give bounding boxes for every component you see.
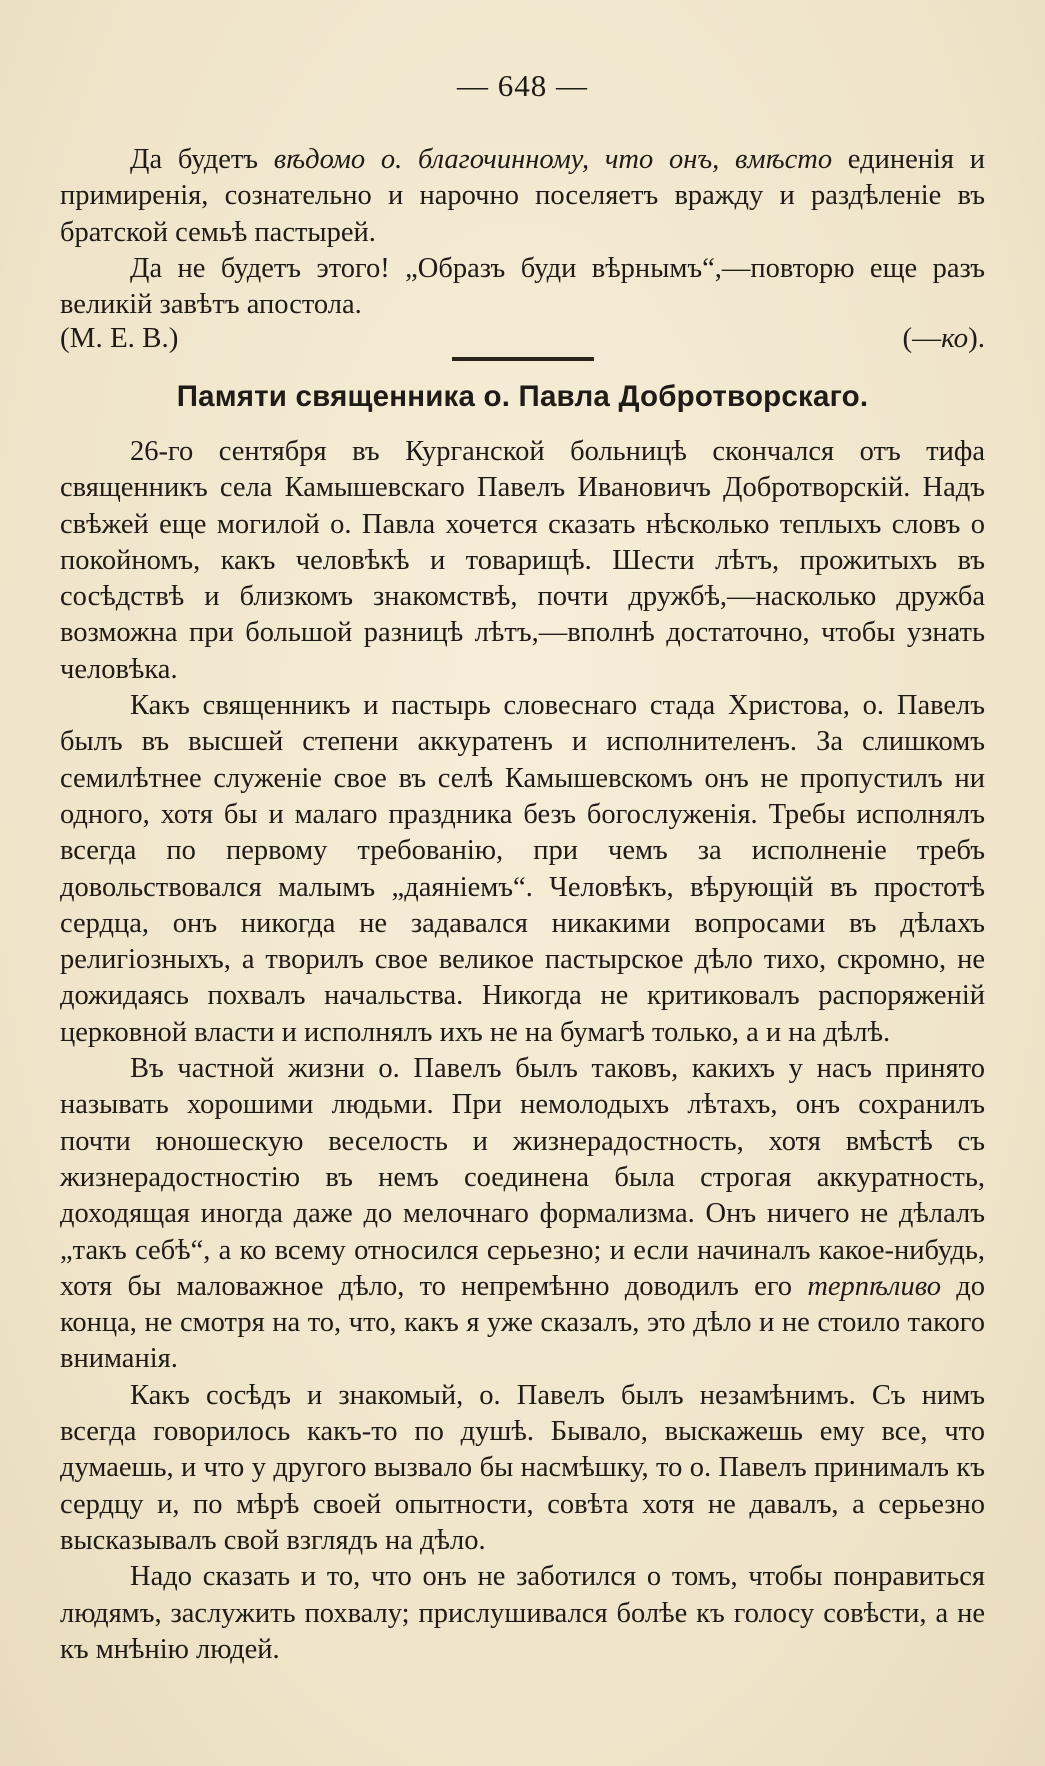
paragraph	[60, 142, 985, 251]
italic-text: вѣдомо о. благочинному, что онъ, вмѣсто	[273, 144, 833, 175]
signature-line	[60, 322, 985, 362]
paragraph: Какъ священникъ и пастырь словеснаго стада Христова, о. Павелъ былъ въ высшей степени аккуратенъ и исполнителенъ. За слишкомъ семилѣтнее служеніе свое въ селѣ Камышевскомъ онъ не пропустилъ ни одного, хотя бы и малаго праздника безъ богослуженія. Требы исполнялъ всегда по первому требованію, при чемъ за исполненіе требъ довольствовался малымъ „даяніемъ“. Человѣкъ, вѣрующій въ простотѣ сердца, онъ никогда не задавался никакими вопросами въ дѣлахъ религіозныхъ, а творилъ свое великое пастырское дѣло тихо, скромно, не дожидаясь похвалъ начальства. Никогда не критиковалъ распоряженій церковной власти и исполнялъ ихъ не на бумагѣ только, а и на дѣлѣ.	[60, 690, 985, 1048]
paragraph: Надо сказать и то, что онъ не заботился о томъ, чтобы понравиться людямъ, заслужить похвалу; прислушивался болѣе къ голосу совѣсти, а не къ мнѣнію людей.	[60, 1561, 985, 1665]
page-number: — 648 —	[457, 68, 588, 103]
article-heading: Памяти священника о. Павла Добротворскаго.	[176, 380, 869, 413]
italic-text: ко	[941, 322, 969, 354]
article-body	[60, 434, 985, 1668]
text-run: Въ частной жизни о. Павелъ былъ таковъ, какихъ у насъ принято называть хорошими людьми. При немолодыхъ лѣтахъ, онъ сохранилъ почти юношескую веселость и жизнерадостность, хотя вмѣстѣ съ жизнерадостностію въ немъ соединена была строгая аккуратность, доходящая иногда даже до мелочнаго формализма. Онъ ничего не дѣлалъ „такъ себѣ“, а ко всему относился серьезно; и если начиналъ какое-нибудь, хотя бы маловажное дѣло, то непремѣнно доводилъ его	[60, 1053, 985, 1302]
italic-text: терпѣливо	[807, 1270, 941, 1302]
text-run: (—	[902, 322, 942, 354]
text-run: единенія и примиренія, сознательно и нарочно поселяетъ вражду и раздѣленіе въ братской семьѣ пастырей.	[60, 144, 985, 248]
closing-text-block	[60, 142, 985, 323]
paragraph: Да не будетъ этого! „Образъ буди вѣрнымъ“,—повторю еще разъ великій завѣтъ апостола.	[60, 252, 985, 321]
signature-left: (М. Е. В.)	[60, 322, 179, 354]
paragraph	[60, 1051, 985, 1378]
text-run: ).	[968, 322, 985, 354]
text-run: до конца, не смотря на то, что, какъ я уже сказалъ, это дѣло и не стоило такого вниманія.	[60, 1270, 985, 1375]
text-run: Да будетъ	[130, 144, 274, 175]
paragraph: 26-го сентября въ Курганской больницѣ скончался отъ тифа священникъ села Камышевскаго Павелъ Ивановичъ Добротворскій. Надъ свѣжей еще могилой о. Павла хочется сказать нѣсколько теплыхъ словъ о покойномъ, какъ человѣкѣ и товарищѣ. Шести лѣтъ, прожитыхъ въ сосѣдствѣ и близкомъ знакомствѣ, почти дружбѣ,—насколько дружба возможна при большой разницѣ лѣтъ,—вполнѣ достаточно, чтобы узнать человѣка.	[60, 436, 985, 685]
paragraph: Какъ сосѣдъ и знакомый, о. Павелъ былъ незамѣнимъ. Съ нимъ всегда говорилось какъ-то по душѣ. Бывало, выскажешь ему все, что думаешь, и что у другого вызвало бы насмѣшку, то о. Павелъ принималъ къ сердцу и, по мѣрѣ своей опытности, совѣта хотя не давалъ, а серьезно высказывалъ свой взглядъ на дѣло.	[60, 1379, 985, 1556]
section-divider	[452, 357, 594, 361]
signature-right	[902, 322, 985, 355]
